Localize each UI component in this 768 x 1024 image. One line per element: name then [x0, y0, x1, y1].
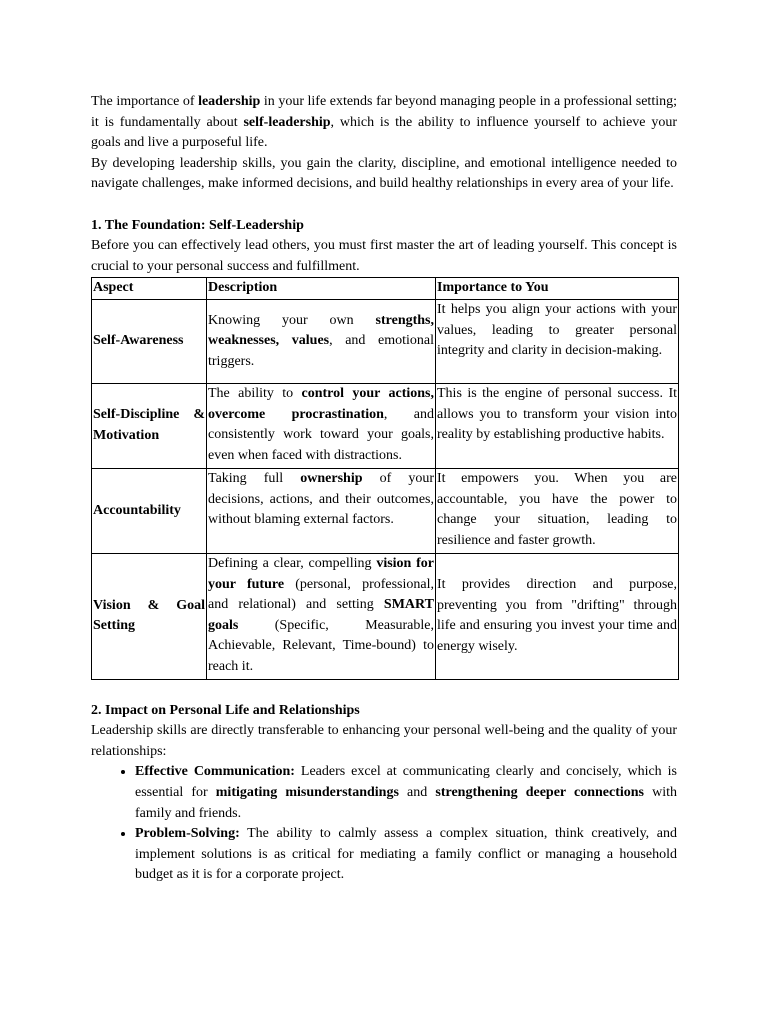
- section-2-intro: Leadership skills are directly transferable to enhancing your personal well-being and the quality of your relationships:: [91, 723, 677, 759]
- section-2-heading: 2. Impact on Personal Life and Relationships: [91, 702, 360, 718]
- intro-paragraph-1: The importance of leadership in your life extends far beyond managing people in a professional setting; it is fundamentally about self-leadership, which is the ability to influence yourself to achieve your goals and live a purposeful life.: [91, 94, 677, 151]
- importance-cell: It empowers you. When you are accountable, you have the power to change your situation, leading to resilience and faster growth.: [436, 468, 679, 553]
- bold-text: leadership: [198, 94, 261, 109]
- bold-text: self-leadership: [243, 114, 331, 130]
- bold-text: ownership: [300, 470, 363, 486]
- bold-text: strengths, weaknesses, values: [208, 312, 434, 349]
- description-cell: The ability to control your actions, overcome procrastination, and consistently work toward your goals, even when faced with distractions.: [207, 383, 436, 468]
- aspect-cell: Vision & Goal Setting: [92, 553, 207, 679]
- table-row: [92, 468, 679, 553]
- bold-text: Effective Communication:: [135, 764, 295, 780]
- importance-cell: It helps you align your actions with your values, leading to greater personal integrity and clarity in decision-making.: [436, 299, 679, 383]
- spacer: [91, 680, 677, 701]
- aspect-cell: Accountability: [92, 468, 207, 553]
- table-header-row: [92, 278, 679, 300]
- table-row: [92, 383, 679, 468]
- bold-text: Problem-Solving:: [135, 826, 240, 842]
- importance-cell: This is the engine of personal success. It allows you to transform your vision into reality by establishing productive habits.: [436, 383, 679, 468]
- header-description: Description: [207, 278, 436, 300]
- description-cell: Knowing your own strengths, weaknesses, values, and emotional triggers.: [207, 299, 436, 383]
- importance-cell: It provides direction and purpose, preventing you from "drifting" through life and ensuring you invest your time and energy wisely.: [436, 553, 679, 679]
- bold-text: SMART goals: [208, 597, 434, 633]
- table-row: [92, 553, 679, 679]
- header-importance: Importance to You: [436, 278, 679, 300]
- bullet-list: [91, 762, 677, 886]
- list-item: • Effective Communication: Leaders excel at communicating clearly and concisely, which is essential for mitigating misunderstandings and strengthening deeper connections with family and friends.: [135, 762, 677, 824]
- section-1-intro: Before you can effectively lead others, you must first master the art of leading yourself. This concept is crucial to your personal success and fulfillment.: [91, 238, 677, 274]
- spacer: [91, 195, 677, 216]
- description-cell: Defining a clear, compelling vision for your future (personal, professional, and relational) and setting SMART goals (Specific, Measurable, Achievable, Relevant, Time-bound) to reach it.: [207, 553, 436, 679]
- header-aspect: Aspect: [92, 278, 207, 300]
- aspect-cell: Self-Discipline & Motivation: [92, 383, 207, 468]
- document-page: [91, 92, 677, 886]
- list-item: • Problem-Solving: The ability to calmly assess a complex situation, think creatively, and implement solutions is as critical for mediating a family conflict or managing a household budget as it is for a corporate project.: [135, 824, 677, 886]
- intro-paragraph-2: By developing leadership skills, you gain the clarity, discipline, and emotional intelligence needed to navigate challenges, make informed decisions, and build healthy relationships in every area of your life.: [91, 155, 677, 192]
- section-1-heading: 1. The Foundation: Self-Leadership: [91, 217, 304, 233]
- bold-text: strengthening deeper connections: [435, 784, 644, 800]
- bold-text: vision for your future: [208, 555, 435, 592]
- self-leadership-table: [91, 277, 679, 680]
- bold-text: mitigating misunderstandings: [215, 784, 399, 800]
- aspect-cell: Self-Awareness: [92, 299, 207, 383]
- bold-text: control your actions, overcome procrastination: [208, 385, 434, 422]
- description-cell: Taking full ownership of your decisions, actions, and their outcomes, without blaming external factors.: [207, 468, 436, 553]
- table-row: [92, 299, 679, 383]
